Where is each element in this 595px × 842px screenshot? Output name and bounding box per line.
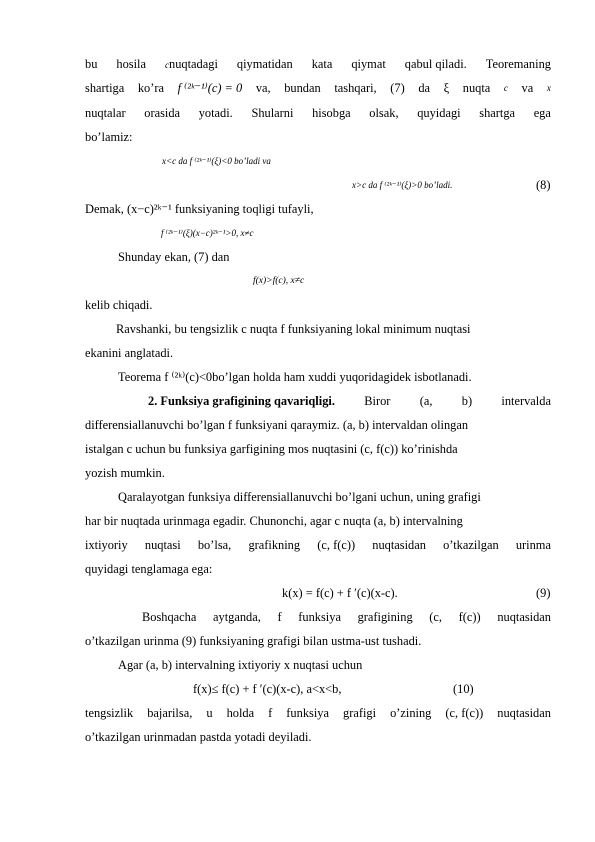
word: hisobga (312, 106, 351, 120)
word: grafigining (357, 610, 413, 624)
word: f (277, 610, 282, 624)
word: (a, (419, 394, 433, 408)
word: (7) (390, 81, 405, 95)
word: u (206, 706, 213, 720)
text-line-17 (85, 538, 551, 552)
word: f(c)) (458, 610, 481, 624)
word: Biror (364, 394, 391, 408)
word: cnuqtadagi (165, 57, 218, 71)
text-line-14: yozish mumkin. (85, 466, 165, 480)
word: nuqtasidan (497, 610, 551, 624)
word: shartiga (85, 81, 125, 95)
text-line-2 (85, 81, 551, 95)
word: f (268, 706, 273, 720)
word: bu (85, 57, 98, 71)
word: Teoremaning (485, 57, 551, 71)
inequality-10: f(x)≤ f(c) + f ′(c)(x-c), a<x<b, (193, 682, 342, 696)
word: grafikning (248, 538, 301, 552)
word: shartga (479, 106, 516, 120)
word: tashqari, (334, 81, 377, 95)
text-line-demak: Demak, (x−c)²ᵏ⁻¹ funksiyaning toqligi tufayli, (85, 202, 314, 216)
text-line-ravshanki: Ravshanki, bu tengsizlik c nuqta f funksiyaning lokal minimum nuqtasi (116, 322, 471, 336)
word: nuqtalar (85, 106, 126, 120)
text-line-19 (142, 610, 551, 624)
equation-number-10: (10) (453, 682, 474, 696)
formula-derivative-zero: f ⁽²ᵏ⁻¹⁾(c) = 0 (177, 81, 243, 95)
word: holda (226, 706, 255, 720)
text-line-4: bo’lamiz: (85, 130, 133, 144)
equation-number-8: (8) (536, 178, 551, 192)
word: va (521, 81, 534, 95)
text-line-15: Qaralayotgan funksiya differensiallanuvchi bo’lgani uchun, uning grafigi (118, 490, 481, 504)
text-line-16: har bir nuqtada urinmaga egadir. Chunonchi, agar c nuqta (a, b) intervalning (85, 514, 463, 528)
word: (c, f(c)) (445, 706, 484, 720)
word: qabul qiladi. (404, 57, 467, 71)
word: (c, f(c)) (317, 538, 356, 552)
text-line-3 (85, 106, 551, 120)
word: (c, (429, 610, 443, 624)
word: Boshqacha (142, 610, 197, 624)
word: ega (533, 106, 551, 120)
text-line-kelib: kelib chiqadi. (85, 298, 153, 312)
word: urinma (515, 538, 551, 552)
word: ko’ra (137, 81, 164, 95)
text-line-13: istalgan c uchun bu funksiya garfigining mos nuqtasini (c, f(c)) ko’rinishda (85, 442, 458, 456)
word: funksiya (286, 706, 329, 720)
word: nuqtasidan (372, 538, 426, 552)
word: ixtiyoriy (85, 538, 128, 552)
word: qiymat (351, 57, 386, 71)
text-line-12: differensiallanuvchi bo’lgan f funksiyani qaraymiz. (a, b) intervaldan olingan (85, 418, 469, 432)
word: nuqtasi (144, 538, 181, 552)
word: bajarilsa, (147, 706, 193, 720)
word: funksiya (298, 610, 341, 624)
word: olsak, (369, 106, 399, 120)
word: quyidagi (417, 106, 461, 120)
word: x (546, 83, 551, 93)
word: nuqtasidan (497, 706, 551, 720)
word: ξ (443, 81, 450, 95)
text-line-23: o’tkazilgan urinmadan pastda yotadi deyiladi. (85, 730, 312, 744)
word: yotadi. (198, 106, 233, 120)
text-line-1 (85, 57, 551, 72)
formula-x-less-c: x<c da f ⁽²ᵏ⁻¹⁾(ξ)<0 bo’ladi va (162, 156, 271, 166)
text-line-21: Agar (a, b) intervalning ixtiyoriy x nuqtasi uchun (118, 658, 363, 672)
text-line-teorema: Teorema f ⁽²ᵏ⁾(c)<0bo’lgan holda ham xuddi yuqoridagidek isbotlanadi. (118, 370, 472, 384)
word: nuqta (462, 81, 491, 95)
equation-number-9: (9) (536, 586, 551, 600)
text-line-18: quyidagi tenglamaga ega: (85, 562, 213, 576)
formula-product-positive: f ⁽²ᵏ⁻¹⁾(ξ)(x−c)²ᵏ⁻¹>0, x≠c (161, 228, 254, 238)
formula-x-greater-c: x>c da f ⁽²ᵏ⁻¹⁾(ξ)>0 bo’ladi. (352, 180, 453, 190)
word: bundan (284, 81, 321, 95)
word: bo’lsa, (197, 538, 232, 552)
text-line-shunday: Shunday ekan, (7) dan (118, 250, 230, 264)
word: aytganda, (213, 610, 261, 624)
word: c (503, 83, 508, 93)
text-line-section-2 (148, 394, 551, 408)
word: intervalda (501, 394, 551, 408)
word: grafigi (343, 706, 377, 720)
equation-9: k(x) = f(c) + f ′(c)(x-c). (282, 586, 398, 600)
section-title: 2. Funksiya grafigining qavariqligi. (148, 394, 335, 408)
formula-fx-greater-fc: f(x)>f(c), x≠c (253, 276, 305, 286)
word: o’zining (390, 706, 432, 720)
word: orasida (144, 106, 181, 120)
word: da (418, 81, 431, 95)
word: tengsizlik (85, 706, 134, 720)
word: va, (255, 81, 271, 95)
word: b) (461, 394, 473, 408)
word: kata (311, 57, 333, 71)
word: hosila (116, 57, 147, 71)
word: o’tkazilgan (443, 538, 499, 552)
word: qiymatidan (236, 57, 293, 71)
text-line-22 (85, 706, 551, 720)
word: Shularni (251, 106, 294, 120)
text-line-anglatadi: ekanini anglatadi. (85, 346, 174, 360)
text-line-20: o’tkazilgan urinma (9) funksiyaning grafigi bilan ustma-ust tushadi. (85, 634, 422, 648)
